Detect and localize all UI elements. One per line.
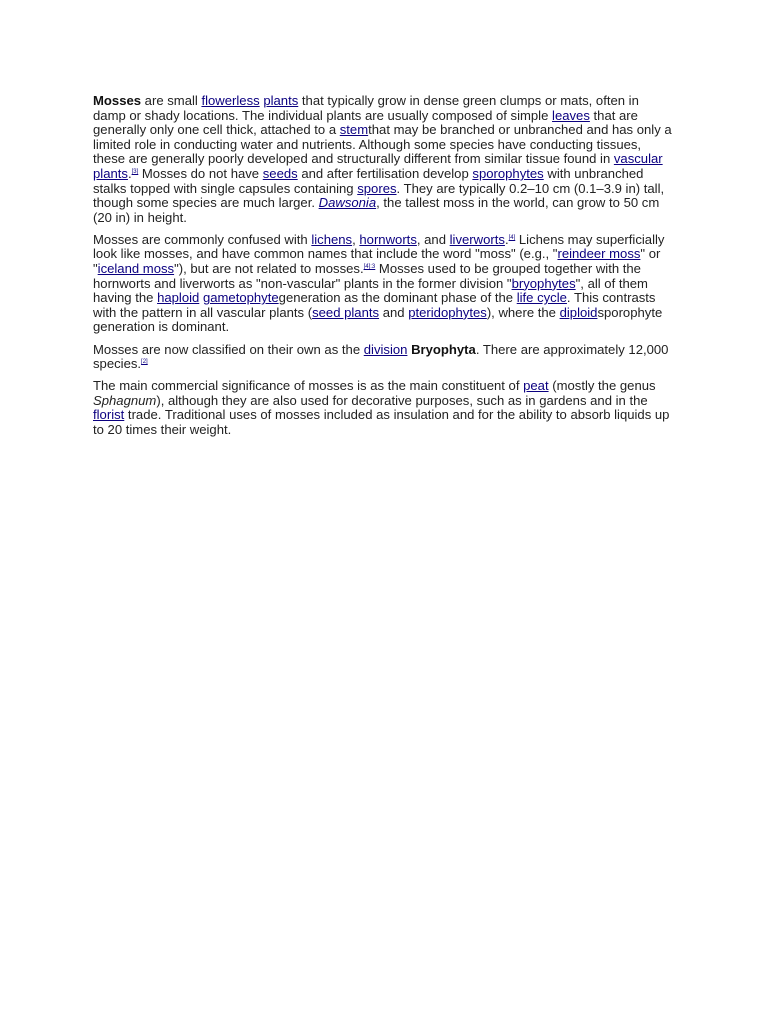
document-body [93,94,675,445]
link-stem[interactable]: stem [339,122,369,138]
text-run: trade. Traditional uses of mosses included as insulation and for the ability to absorb liquids up to 20 times their weight. [93,407,670,437]
text-run: (mostly the genus [548,378,656,394]
link-flowerless[interactable]: flowerless [201,93,260,108]
bold-term: Mosses [93,93,142,108]
link-diploid[interactable]: diploid [559,304,598,320]
link-iceland-moss[interactable]: iceland moss [97,261,175,277]
link-gametophyte[interactable]: gametophyte [202,290,279,306]
paragraph-confusion [93,233,675,335]
text-run: , and [416,231,450,247]
link-seeds[interactable]: seeds [262,165,298,181]
link-leaves[interactable]: leaves [552,107,590,123]
text-run: , [352,231,360,247]
link-vascular-plants[interactable]: vascular plants [93,151,663,181]
paragraph-classification [93,343,675,372]
text-run: Mosses do not have [138,165,263,181]
link-bryophytes[interactable]: bryophytes [511,275,576,291]
link-hornworts[interactable]: hornworts [359,231,417,247]
text-run: . There are approximately 12,000 species. [93,341,669,372]
text-run: . They are typically 0.2–10 cm (0.1–3.9 in) tall, though some species are much larger. [93,180,665,211]
text-run: Mosses used to be grouped together with the hornworts and liverworts as "non-vascular" plants in the former division " [93,261,641,291]
italic-term: Sphagnum [93,392,157,408]
link-life-cycle[interactable]: life cycle [516,290,567,306]
citation-link[interactable]: [4]:3 [363,264,376,271]
text-run: and [379,304,409,320]
citation-link[interactable]: [4] [508,234,516,241]
link-dawsonia[interactable]: Dawsonia [318,195,377,211]
text-run: generation as the dominant phase of the [278,290,517,306]
text-run: "), but are not related to mosses. [174,261,364,277]
link-seed-plants[interactable]: seed plants [312,304,380,320]
text-run: ", all of them having the [93,275,648,306]
text-run: The main commercial significance of mosses is as the main constituent of [93,378,524,394]
link-peat[interactable]: peat [523,378,549,394]
text-run: with unbranched stalks topped with single capsules containing [93,165,644,196]
link-spores[interactable]: spores [357,180,397,196]
paragraph-commercial [93,379,675,437]
text-run: , the tallest moss in the world, can grow to 50 cm (20 in) in height. [93,195,660,225]
text-run: that may be branched or unbranched and has only a limited role in conducting water and nutrients. Although some species have conducting tissues, these are generally poorly developed and structurally different from similar tissue found in [93,122,672,167]
citation-ref[interactable] [141,359,148,365]
bold-term: Bryophyta [411,341,476,357]
citation-link[interactable]: [2] [141,359,148,366]
text-run: Mosses are now classified on their own as the [93,341,364,357]
citation-ref[interactable] [364,264,376,270]
link-lichens[interactable]: lichens [311,231,353,247]
link-pteridophytes[interactable]: pteridophytes [408,304,487,320]
text-run: ), although they are also used for decorative purposes, such as in gardens and in the [156,392,648,408]
text-run: . [127,165,132,181]
text-run: " or " [93,246,661,277]
link-liverworts[interactable]: liverworts [449,231,505,247]
text-run: Lichens may superficially look like mosses, and have common names that include the word "moss" (e.g., " [93,231,665,262]
text-run: . This contrasts with the pattern in all vascular plants ( [93,290,656,320]
citation-link[interactable]: [3] [131,168,139,175]
text-run: ), where the [486,304,560,320]
link-florist[interactable]: florist [93,407,125,423]
text-run: Mosses are commonly confused with [93,231,312,247]
text-run: . [504,231,509,247]
text-run: and after fertilisation develop [297,165,473,181]
text-run: that are generally only one cell thick, attached to a [93,107,638,138]
paragraph-intro [93,94,675,225]
link-plants[interactable]: plants [263,93,299,108]
link-haploid[interactable]: haploid [157,290,200,306]
link-division[interactable]: division [363,341,408,357]
link-reindeer-moss[interactable]: reindeer moss [557,246,641,262]
text-run: that typically grow in dense green clumps or mats, often in damp or shady locations. The individual plants are usually composed of simple [93,93,639,123]
text-run: sporophyte generation is dominant. [93,304,663,335]
link-sporophytes[interactable]: sporophytes [472,165,544,181]
text-run: are small [141,93,202,108]
